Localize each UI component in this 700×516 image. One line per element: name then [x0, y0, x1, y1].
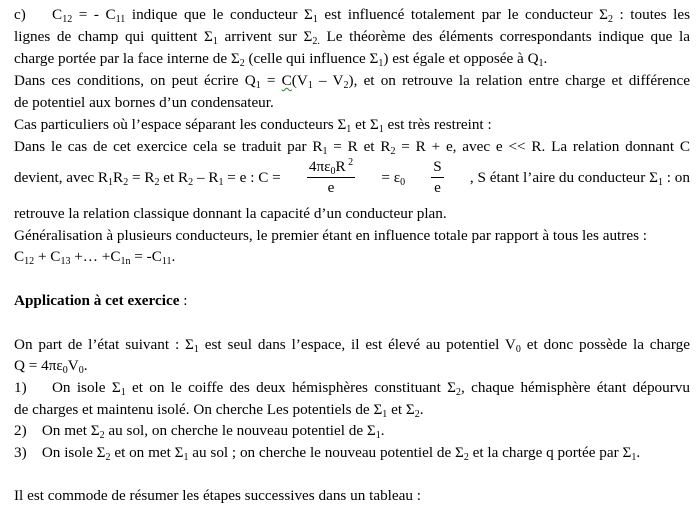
- line-conditions: Dans ces conditions, on peut écrire $Q_1 = C(V_1 - V_2)$, et on retrouve la relation entre charge et différence: [14, 72, 690, 91]
- list-item-3: 3) On isole $\Sigma_2$ et on met $\Sigma_1$ au sol ; on cherche le nouveau potentiel de $\Sigma_2$ et la charge q portée par $\Sigma_1$.: [14, 444, 641, 463]
- fraction-s-denominator: e: [434, 179, 441, 196]
- list-item-1: 1) On isole $\Sigma_1$ et on le coiffe des deux hémisphères constituant $\Sigma_2$, chaque hémisphère étant dépourvu: [14, 379, 690, 398]
- list-item-1-continuation: de charges et maintenu isolé. On cherche Les potentiels de $\Sigma_1$ et $\Sigma_2$.: [14, 401, 424, 420]
- line-initial-charge: $Q = 4\pi\varepsilon_0V_0$.: [14, 357, 88, 376]
- list-item-2: 2) On met $\Sigma_2$ au sol, on cherche le nouveau potentiel de $\Sigma_1$.: [14, 422, 385, 441]
- formula-tail-text: , S étant l’aire du conducteur $\Sigma_1$ : on: [469, 168, 690, 188]
- fraction-s-over-e: [431, 159, 443, 196]
- line-summary-table-intro: Il est commode de résumer les étapes successives dans un tableau :: [14, 487, 421, 504]
- fraction-s-numerator: S: [431, 159, 443, 178]
- section-heading-application: Application à cet exercice :: [14, 292, 188, 309]
- line-plane-capacitor: retrouve la relation classique donnant la capacité d’un conducteur plan.: [14, 205, 447, 222]
- line-formula-capacity: [14, 159, 690, 196]
- line-exercise-case: Dans le cas de cet exercice cela se traduit par $R_1 = R$ et $R_2 = R + e$, avec e << R. La relation donnant C: [14, 138, 690, 157]
- fraction-capacity: [307, 159, 355, 196]
- line-condensateur: de potentiel aux bornes d’un condensateur.: [14, 94, 274, 111]
- line-internal-face: charge portée par la face interne de $\Sigma_2$ (celle qui influence $\Sigma_1$) est égale et opposée à $Q_1$.: [14, 50, 548, 69]
- fraction-denominator: e: [327, 179, 335, 196]
- fraction-numerator: $4\pi\varepsilon_0R$ $^2$: [308, 157, 354, 177]
- line-field-lines: lignes de champ qui quittent $\Sigma_1$ arrivent sur $\Sigma_{2.}$ Le théorème des éléments correspondants indique que la: [14, 28, 690, 47]
- formula-lead-text: devient, avec $R_1R_2 = R_2$ et $R_2 - R_1 = e$ : C =: [14, 168, 281, 188]
- line-coefficients-sum: $C_{12} + C_{13}$ +… $+C_{1n} = -C_{11}$.: [14, 248, 176, 267]
- line-special-cases: Cas particuliers où l’espace séparant les conducteurs $\Sigma_1$ et $\Sigma_1$ est très restreint :: [14, 116, 492, 135]
- formula-equals-epsilon: = $\varepsilon_0$: [381, 168, 406, 188]
- line-c-intro: c) $C_{12}$ = - $C_{11}$ indique que le conducteur $\Sigma_1$ est influencé totalement par le conducteur $\Sigma_2$ : toutes les: [14, 6, 690, 25]
- line-generalisation: Généralisation à plusieurs conducteurs, le premier étant en influence totale par rapport à tous les autres :: [14, 227, 647, 244]
- line-initial-state: On part de l’état suivant : $\Sigma_1$ est seul dans l’espace, il est élevé au potentiel $V_0$ et donc possède la charge: [14, 336, 691, 355]
